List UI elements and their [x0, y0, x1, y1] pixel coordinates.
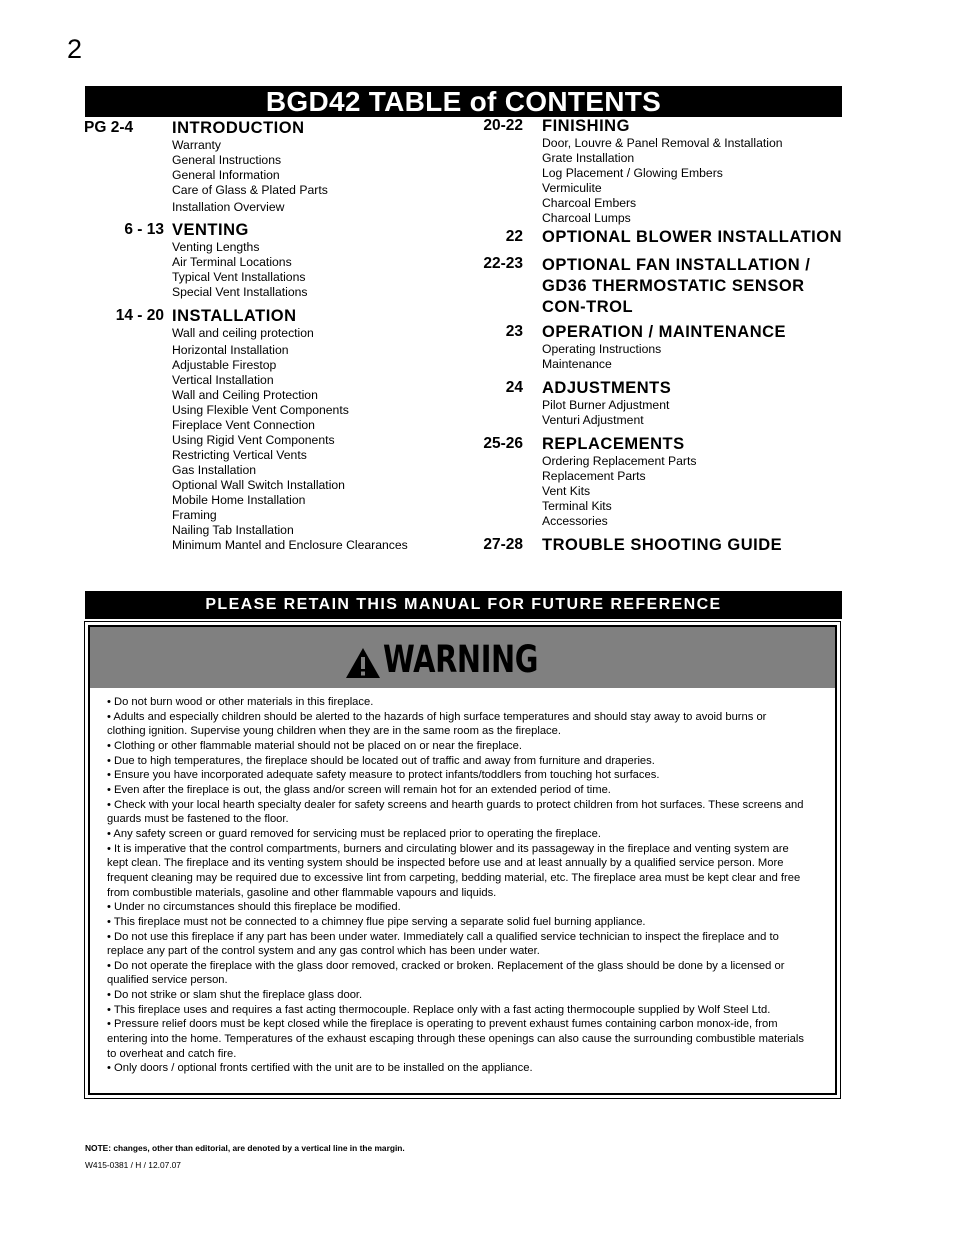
toc-item: Horizontal Installation	[172, 343, 289, 357]
toc-item: Installation Overview	[172, 200, 285, 214]
toc-items	[542, 398, 671, 428]
toc-section-title: VENTING	[172, 221, 249, 239]
warning-header	[90, 627, 835, 688]
toc-section-introduction	[84, 119, 454, 215]
toc-section-replacements	[470, 435, 850, 529]
toc-title: BGD42 TABLE of CONTENTS	[85, 86, 842, 117]
toc-item: Using Flexible Vent Components	[172, 403, 349, 417]
toc-section-optional-blower	[470, 228, 850, 246]
toc-section-title: OPERATION / MAINTENANCE	[542, 323, 787, 341]
toc-left-column	[84, 117, 454, 553]
toc-item: Log Placement / Glowing Embers	[542, 166, 723, 180]
warning-item: • Only doors / optional fronts certified with the unit are to be installed on the appliance.	[107, 1062, 533, 1075]
toc-item: Nailing Tab Installation	[172, 523, 294, 537]
toc-section-title: INSTALLATION	[172, 307, 297, 325]
toc-section-venting	[84, 221, 454, 300]
toc-section-title: REPLACEMENTS	[542, 435, 685, 453]
warning-item: • Do not strike or slam shut the fireplace glass door.	[107, 989, 363, 1002]
margin-note: NOTE: changes, other than editorial, are denoted by a vertical line in the margin.	[85, 1143, 405, 1153]
toc-pages: 6 - 13	[124, 221, 164, 238]
toc-item: Pilot Burner Adjustment	[542, 398, 670, 412]
toc-item: Venting Lengths	[172, 240, 260, 254]
warning-item: • Under no circumstances should this fireplace be modified.	[107, 901, 401, 914]
toc-item: Care of Glass & Plated Parts	[172, 183, 328, 197]
toc-item: Warranty	[172, 138, 221, 152]
warning-item: • Due to high temperatures, the fireplace should be located out of traffic and away from furniture and draperies.	[107, 754, 655, 767]
toc-item: Door, Louvre & Panel Removal & Installation	[542, 136, 783, 150]
toc-item: Maintenance	[542, 357, 612, 371]
toc-items	[172, 138, 328, 215]
toc-item: Typical Vent Installations	[172, 270, 306, 284]
warning-item: • This fireplace must not be connected to a chimney flue pipe serving a separate solid fuel burning appliance.	[107, 915, 646, 928]
warning-item: • This fireplace uses and requires a fast acting thermocouple. Replace only with a fast acting thermocouple supplied by Wolf Steel Ltd.	[107, 1003, 771, 1016]
toc-item: Adjustable Firestop	[172, 358, 277, 372]
toc-item: Special Vent Installations	[172, 285, 308, 299]
toc-section-title: ADJUSTMENTS	[542, 379, 672, 397]
toc-item: Vermiculite	[542, 181, 602, 195]
toc-item: Charcoal Embers	[542, 196, 637, 210]
warning-box	[84, 621, 841, 1099]
toc-pages: 24	[505, 379, 523, 396]
warning-item: • Adults and especially children should be alerted to the hazards of high surface temperatures and should stay away to avoid burns or clothing ignition. Supervise young children when they are in the same room as the fireplace.	[107, 710, 767, 738]
warning-list	[107, 695, 807, 1076]
toc-section-title: OPTIONAL BLOWER INSTALLATION	[542, 228, 842, 246]
warning-item: • Do not burn wood or other materials in this fireplace.	[107, 696, 374, 708]
toc-section-title: FINISHING	[542, 117, 630, 135]
toc-items	[172, 240, 308, 300]
toc-item: General Instructions	[172, 153, 282, 167]
toc-item: Air Terminal Locations	[172, 255, 292, 269]
toc-pages: 22-23	[483, 255, 523, 272]
toc-item: Minimum Mantel and Enclosure Clearances	[172, 538, 408, 552]
toc-item: Wall and Ceiling Protection	[172, 388, 318, 402]
toc-pages: 22	[505, 228, 523, 245]
warning-item: • Ensure you have incorporated adequate safety measure to protect infants/toddlers from touching hot surfaces.	[107, 769, 660, 782]
warning-item: • Do not operate the fireplace with the glass door removed, cracked or broken. Replacement of the glass should be done by a licensed or qualified service person.	[107, 959, 785, 987]
toc-item: Terminal Kits	[542, 499, 612, 513]
toc-section-installation	[84, 307, 454, 553]
page-number: 2	[67, 34, 83, 64]
toc-pages: 20-22	[483, 117, 523, 134]
toc-items	[542, 454, 696, 529]
toc-pages: 23	[505, 323, 523, 340]
toc-items	[542, 136, 783, 226]
retain-manual-banner: PLEASE RETAIN THIS MANUAL FOR FUTURE REFERENCE	[85, 591, 842, 619]
toc-item: Fireplace Vent Connection	[172, 418, 315, 432]
toc-item: Gas Installation	[172, 463, 257, 477]
warning-item: • Do not use this fireplace if any part has been under water. Immediately call a qualified service technician to inspect the fireplace and to replace any part of the control system and any gas control which has been under water.	[107, 930, 779, 958]
toc-item: Restricting Vertical Vents	[172, 448, 307, 462]
warning-item: • Even after the fireplace is out, the glass and/or screen will remain hot for an extended period of time.	[107, 783, 611, 796]
warning-title: WARNING	[383, 638, 539, 681]
toc-item: Accessories	[542, 514, 608, 528]
warning-triangle-icon	[345, 647, 381, 679]
toc-item: Grate Installation	[542, 151, 635, 165]
toc-section-adjustments	[470, 379, 850, 428]
toc-item: Vent Kits	[542, 484, 591, 498]
toc-item: Venturi Adjustment	[542, 413, 644, 427]
toc-item: Charcoal Lumps	[542, 211, 631, 225]
toc-item: Replacement Parts	[542, 469, 646, 483]
toc-section-title: INTRODUCTION	[172, 119, 305, 137]
toc-pages: 27-28	[483, 536, 523, 553]
toc-section-title: TROUBLE SHOOTING GUIDE	[542, 536, 783, 554]
toc-item: Using Rigid Vent Components	[172, 433, 335, 447]
warning-item: • Clothing or other flammable material should not be placed on or near the fireplace.	[107, 739, 522, 752]
toc-pages: 25-26	[483, 435, 523, 452]
warning-item: • Any safety screen or guard removed for servicing must be replaced prior to operating the fireplace.	[107, 827, 601, 840]
toc-section-title: OPTIONAL FAN INSTALLATION / GD36 THERMOSTATIC SENSOR CON-TROL	[542, 256, 811, 316]
toc-item: General Information	[172, 168, 280, 182]
toc-right-column	[470, 117, 850, 554]
toc-items	[172, 326, 408, 553]
toc-item: Framing	[172, 508, 217, 522]
toc-section-operation	[470, 323, 850, 372]
warning-item: • Check with your local hearth specialty dealer for safety screens and hearth guards to protect children from hot surfaces. These screens and guards must be fastened to the floor.	[107, 798, 804, 826]
toc-items	[542, 342, 786, 372]
document-code: W415-0381 / H / 12.07.07	[85, 1160, 181, 1170]
toc-item: Mobile Home Installation	[172, 493, 306, 507]
toc-item: Vertical Installation	[172, 373, 274, 387]
toc-item: Operating Instructions	[542, 342, 662, 356]
toc-section-trouble-shooting	[470, 536, 850, 554]
toc-item: Wall and ceiling protection	[172, 326, 314, 340]
warning-item: • It is imperative that the control compartments, burners and circulating blower and its passageway in the fireplace and venting system are kept clean. The fireplace and its venting system should be inspected before use and at least annually by a qualified service person. More frequent cleaning may be required due to excessive lint from carpeting, bedding material, etc. The fireplace area must be kept clear and free from combustible materials, gasoline and other flammable vapours and liquids.	[107, 842, 801, 899]
toc-pages: 14 - 20	[115, 307, 164, 324]
toc-pages: PG 2-4	[84, 119, 134, 136]
toc-section-finishing	[470, 117, 850, 226]
toc-item: Ordering Replacement Parts	[542, 454, 697, 468]
warning-item: • Pressure relief doors must be kept closed while the fireplace is operating to prevent exhaust fumes containing carbon monox-ide, from entering into the home. Temperatures of the exhaust escaping through these openings can also cause the surrounding combustible materials to overheat and catch fire.	[107, 1018, 804, 1060]
toc-item: Optional Wall Switch Installation	[172, 478, 345, 492]
toc-section-optional-fan	[470, 255, 850, 318]
